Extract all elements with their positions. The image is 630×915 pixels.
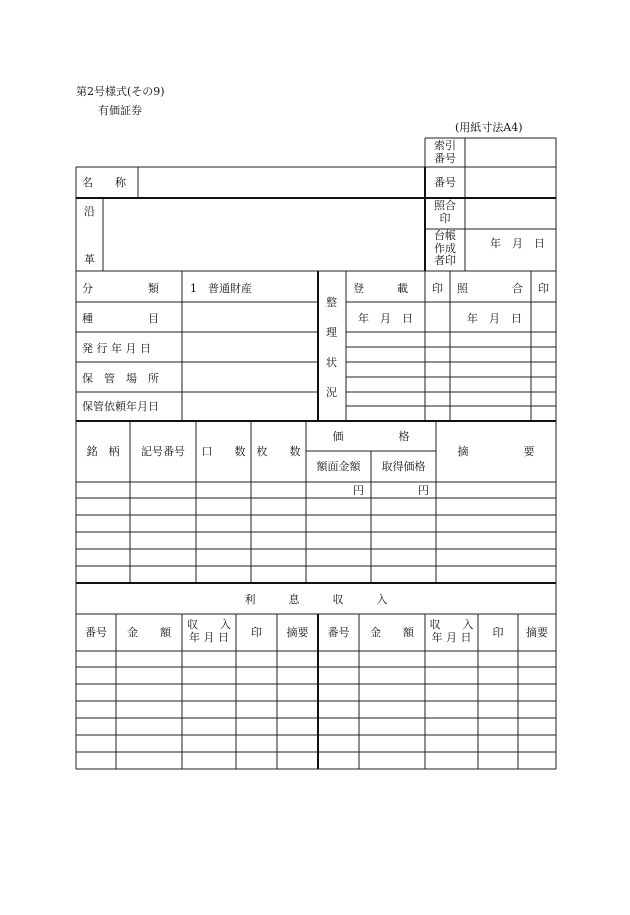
units-header: 口 数: [201, 445, 246, 458]
check-label: 照 合: [457, 282, 523, 295]
classification-label: 分 類: [82, 282, 159, 295]
interest-received-date-header-right: 収 入 年 月 日: [429, 618, 474, 644]
interest-remarks-header-left: 摘要: [286, 626, 309, 639]
entry-date-label: 年 月 日: [358, 312, 413, 325]
interest-number-header-left: 番号: [85, 626, 107, 639]
history-label-bottom: 革: [84, 253, 95, 266]
check-seal-label: 印: [538, 282, 549, 295]
remarks-header: 摘 要: [457, 445, 535, 458]
symbol-number-header: 記号番号: [141, 445, 185, 458]
issue-date-label: 発 行 年 月 日: [82, 342, 151, 355]
status-label-1: 整: [326, 296, 337, 309]
verification-seal-label: 照合 印: [434, 199, 456, 225]
number-label: 番号: [434, 176, 456, 189]
face-value-header: 額面金額: [316, 460, 361, 473]
paper-size-note: (用紙寸法A4): [455, 121, 523, 134]
brand-header: 銘 柄: [86, 445, 120, 458]
interest-remarks-header-right: 摘要: [526, 626, 548, 639]
ledger-date-label: 年 月 日: [490, 237, 545, 250]
interest-seal-header-right: 印: [492, 626, 504, 639]
entry-seal-label: 印: [432, 282, 443, 295]
interest-received-date-header-left: 収 入 年 月 日: [187, 618, 231, 644]
form-number: 第2号様式(その9): [76, 85, 165, 98]
acquisition-price-header: 取得価格: [381, 460, 426, 473]
interest-amount-header-right: 金 額: [370, 626, 414, 639]
status-label-4: 況: [326, 386, 337, 399]
acquisition-yen-unit: 円: [418, 484, 429, 497]
interest-amount-header-left: 金 額: [127, 626, 171, 639]
history-label-top: 沿: [84, 205, 95, 218]
ledger-creator-seal-label: 台帳 作成 者印: [434, 229, 456, 268]
interest-number-header-right: 番号: [327, 626, 350, 639]
storage-request-date-label: 保管依頼年月日: [82, 400, 159, 413]
interest-income-title: 利 息 収 入: [244, 593, 388, 606]
form-title: 有価証券: [98, 104, 142, 117]
sheets-header: 枚 数: [256, 445, 301, 458]
price-header: 価 格: [332, 430, 410, 443]
name-label: 名 称: [82, 176, 126, 189]
check-date-label: 年 月 日: [467, 312, 522, 325]
storage-location-label: 保 管 場 所: [82, 372, 159, 385]
index-number-label: 索引 番号: [434, 139, 456, 165]
status-label-3: 状: [326, 356, 337, 369]
item-type-label: 種 目: [82, 312, 159, 325]
status-label-2: 理: [326, 326, 337, 339]
interest-seal-header-left: 印: [251, 626, 262, 639]
face-value-yen-unit: 円: [353, 484, 364, 497]
entry-label: 登 載: [353, 282, 408, 295]
classification-value: 1 普通財産: [190, 282, 252, 295]
